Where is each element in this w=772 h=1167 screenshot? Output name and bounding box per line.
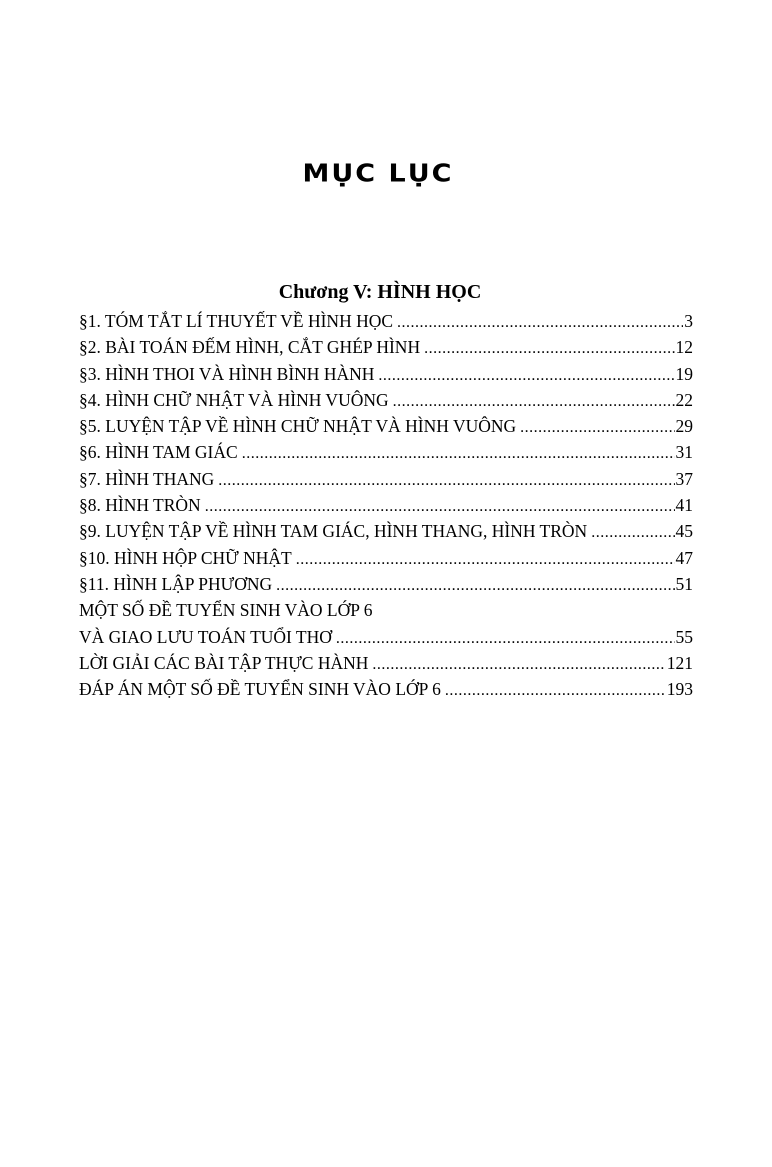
toc-entry: [79, 439, 693, 465]
dot-leader: [424, 336, 674, 362]
toc-entry: [79, 308, 693, 334]
toc-entry-page-number: 51: [675, 573, 693, 594]
toc-entry-page-number: 193: [666, 679, 693, 700]
page-title: MỤC LỤC: [302, 159, 454, 188]
table-of-contents: [79, 308, 693, 702]
dot-leader: [378, 363, 674, 389]
toc-entry-page-number: 19: [675, 363, 693, 384]
toc-entry-page-number: 121: [666, 652, 693, 673]
toc-entry-label: §9. LUYỆN TẬP VỀ HÌNH TAM GIÁC, HÌNH THANG, HÌNH TRÒN: [79, 521, 588, 542]
dot-leader: [205, 494, 675, 520]
toc-entry: [79, 597, 693, 623]
dot-leader: [397, 310, 683, 336]
dot-leader: [218, 468, 674, 494]
toc-entry-label: MỘT SỐ ĐỀ TUYỂN SINH VÀO LỚP 6: [79, 600, 373, 621]
toc-entry-label: §4. HÌNH CHỮ NHẬT VÀ HÌNH VUÔNG: [79, 389, 389, 410]
toc-entry-page-number: 31: [675, 442, 693, 463]
toc-entry: [79, 571, 693, 597]
toc-entry: [79, 624, 693, 650]
dot-leader: [520, 415, 674, 441]
toc-entry: [79, 334, 693, 360]
toc-entry: [79, 650, 693, 676]
chapter-heading: Chương V: HÌNH HỌC: [278, 281, 482, 303]
toc-entry-page-number: 29: [675, 416, 693, 437]
dot-leader: [393, 389, 675, 415]
toc-entry: [79, 466, 693, 492]
toc-entry-page-number: 47: [675, 547, 693, 568]
toc-entry-label: §8. HÌNH TRÒN: [79, 495, 201, 516]
toc-entry-label: §11. HÌNH LẬP PHƯƠNG: [79, 573, 273, 594]
toc-entry: [79, 676, 693, 702]
toc-entry-label: §6. HÌNH TAM GIÁC: [79, 442, 238, 463]
toc-entry-page-number: 55: [675, 626, 693, 647]
toc-entry-page-number: 37: [675, 468, 693, 489]
toc-entry-label: LỜI GIẢI CÁC BÀI TẬP THỰC HÀNH: [79, 652, 369, 673]
toc-entry-label: §5. LUYỆN TẬP VỀ HÌNH CHỮ NHẬT VÀ HÌNH VUÔNG: [79, 416, 517, 437]
toc-entry: [79, 518, 693, 544]
toc-entry-page-number: 3: [684, 311, 693, 331]
toc-entry-page-number: 12: [675, 337, 693, 358]
toc-entry-page-number: 41: [675, 495, 693, 516]
toc-entry: [79, 413, 693, 439]
dot-leader: [336, 626, 675, 652]
toc-entry-label: §3. HÌNH THOI VÀ HÌNH BÌNH HÀNH: [79, 363, 375, 384]
toc-entry-label: VÀ GIAO LƯU TOÁN TUỔI THƠ: [79, 626, 332, 647]
toc-entry-label: §7. HÌNH THANG: [79, 468, 215, 489]
toc-entry: [79, 545, 693, 571]
dot-leader: [296, 547, 675, 573]
toc-entry-label: §1. TÓM TẮT LÍ THUYẾT VỀ HÌNH HỌC: [79, 311, 394, 331]
toc-entry-label: §2. BÀI TOÁN ĐẾM HÌNH, CẮT GHÉP HÌNH: [79, 337, 421, 358]
toc-entry-page-number: 22: [675, 389, 693, 410]
toc-entry-label: ĐÁP ÁN MỘT SỐ ĐỀ TUYỂN SINH VÀO LỚP 6: [79, 679, 441, 700]
dot-leader: [242, 441, 675, 467]
toc-entry: [79, 387, 693, 413]
toc-entry: [79, 492, 693, 518]
toc-entry-label: §10. HÌNH HỘP CHỮ NHẬT: [79, 547, 292, 568]
dot-leader: [276, 573, 674, 599]
toc-entry: [79, 361, 693, 387]
toc-entry-page-number: 45: [675, 521, 693, 542]
dot-leader: [445, 678, 666, 704]
dot-leader: [372, 652, 665, 678]
dot-leader: [591, 520, 674, 546]
